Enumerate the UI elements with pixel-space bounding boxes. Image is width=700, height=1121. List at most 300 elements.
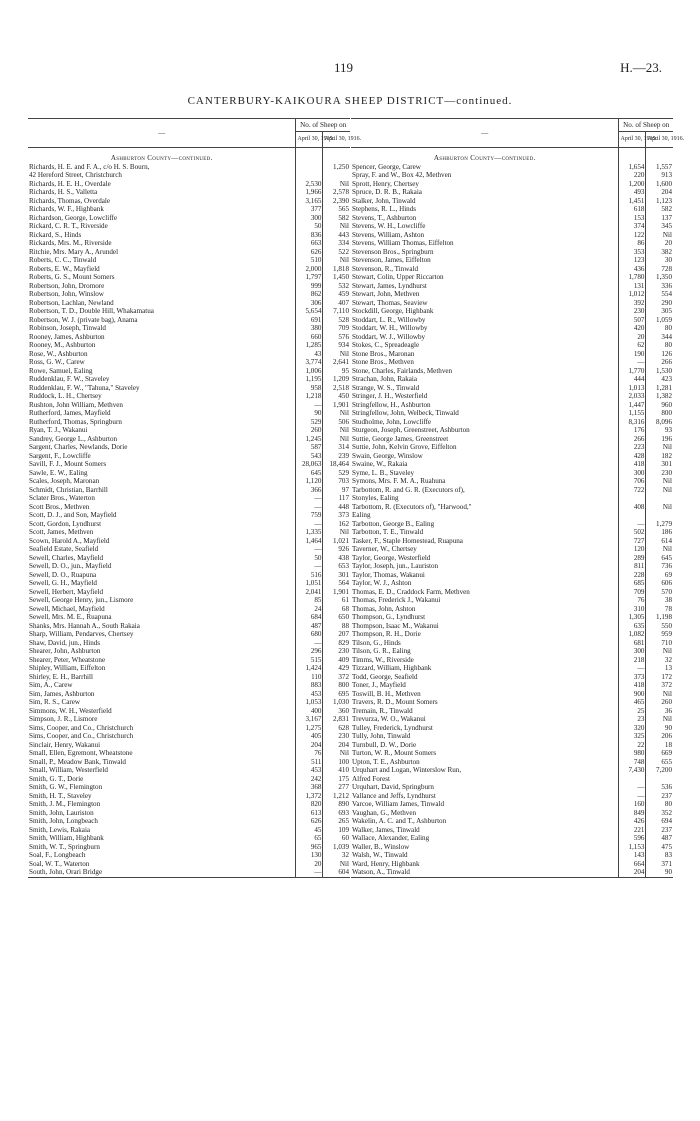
row-value-1916: 7,110 <box>323 307 350 316</box>
row-name: Stephens, R. L., Hinds <box>352 205 417 213</box>
row-value-1915: 228 <box>619 571 646 580</box>
row-value-1916: 186 <box>646 528 673 537</box>
row-value-1916: 709 <box>323 324 350 333</box>
row-value-1915: 626 <box>296 248 323 257</box>
row-value-1915: 759 <box>296 511 323 520</box>
row-name: Sewell, Charles, Mayfield <box>29 553 104 562</box>
table-row <box>351 605 673 614</box>
table-row <box>351 732 673 741</box>
row-name: Turton, W. R., Mount Somers <box>352 749 437 757</box>
row-value-1916: 487 <box>646 834 673 843</box>
row-value-1915: 325 <box>619 732 646 741</box>
row-value-1916: 301 <box>323 571 350 580</box>
row-name: Trevurza, W. O., Wakanui <box>352 715 426 723</box>
table-row <box>351 843 673 852</box>
row-name: Stringer, J. H., Westerfield <box>352 392 428 400</box>
row-value-1916: 117 <box>323 494 350 503</box>
row-name: Stoddart, W. H., Willowby <box>352 324 428 332</box>
row-name: Tarbottom, R. (Executors of), "Harwood," <box>352 502 472 511</box>
row-value-1916: 1,250 <box>323 163 350 172</box>
table-row <box>28 851 350 860</box>
right-blank-header: — <box>351 119 619 148</box>
row-value-1916: 305 <box>646 307 673 316</box>
row-value-1915: 999 <box>296 282 323 291</box>
row-value-1916: 1,059 <box>646 316 673 325</box>
table-row <box>28 537 350 546</box>
table-row <box>351 435 673 444</box>
row-name: Smith, W. T., Springburn <box>29 842 100 851</box>
row-name: Sims, Cooper, and Co., Christchurch <box>29 732 134 740</box>
row-value-1916: 372 <box>646 681 673 690</box>
row-name: Taylor, George, Westerfield <box>352 553 431 562</box>
table-row <box>28 503 350 512</box>
row-name: Small, P., Meadow Bank, Tinwald <box>29 757 126 766</box>
row-value-1916: 204 <box>323 741 350 750</box>
table-row <box>28 290 350 299</box>
row-value-1916: 429 <box>323 664 350 673</box>
row-value-1916: 344 <box>646 333 673 342</box>
row-name: Studholme, John, Lowcliffe <box>352 417 432 426</box>
row-value-1915: 420 <box>619 324 646 333</box>
row-value-1915: 85 <box>296 596 323 605</box>
table-row <box>351 673 673 682</box>
row-value-1916: Nil <box>646 443 673 452</box>
row-value-1915: 223 <box>619 443 646 452</box>
row-value-1915: 22 <box>619 741 646 750</box>
row-name: Stringfellow, H., Ashburton <box>352 400 431 409</box>
row-value-1916: 532 <box>323 282 350 291</box>
row-value-1916: 410 <box>323 766 350 775</box>
table-row <box>351 299 673 308</box>
row-value-1916: Nil <box>323 409 350 418</box>
row-value-1915: 23 <box>619 715 646 724</box>
page-code: H.—23. <box>620 60 662 75</box>
row-name: Ruddock, L. H., Chertsey <box>29 392 102 400</box>
row-name: Thompson, Isaac M., Wakanui <box>352 621 439 630</box>
row-name: Sewell, Michael, Mayfield <box>29 604 105 613</box>
table-row <box>28 452 350 461</box>
row-value-1916: 694 <box>646 817 673 826</box>
table-row <box>351 180 673 189</box>
table-row <box>351 350 673 359</box>
row-name: Thomas, E. D., Craddock Farm, Methven <box>352 587 470 596</box>
row-value-1916: 800 <box>323 681 350 690</box>
row-name: Ritchie, Mrs. Mary A., Arundel <box>29 247 119 256</box>
row-name: Sim, A., Carew <box>29 681 73 689</box>
row-name: Stevens, William, Ashton <box>352 230 425 239</box>
row-value-1916: 522 <box>323 248 350 257</box>
row-value-1916: 69 <box>646 571 673 580</box>
table-row <box>28 443 350 452</box>
row-value-1916: 1,901 <box>323 588 350 597</box>
row-name: Thompson, R. H., Dorie <box>352 630 421 638</box>
right-sheep-header: No. of Sheep on <box>619 119 673 132</box>
table-row <box>351 248 673 257</box>
table-row <box>28 265 350 274</box>
row-name: Stevenson, James, Eiffelton <box>352 256 431 264</box>
row-name: Alfred Forest <box>352 774 391 783</box>
row-value-1916: 172 <box>646 673 673 682</box>
row-value-1916: 230 <box>323 732 350 741</box>
row-name: Vaughan, G., Methven <box>352 808 417 817</box>
row-name: Tizzard, William, Highbank <box>352 664 432 672</box>
row-name: Soal, W. T., Waterton <box>29 859 90 868</box>
table-row <box>351 860 673 869</box>
row-value-1915: — <box>619 783 646 792</box>
table-row <box>28 256 350 265</box>
row-name: Small, William, Westerfield <box>29 766 108 774</box>
row-value-1916: 736 <box>646 562 673 571</box>
row-name: Sclater Bros., Waterton <box>29 494 95 502</box>
table-row <box>351 809 673 818</box>
table-row <box>351 537 673 546</box>
row-value-1915: 1,464 <box>296 537 323 546</box>
row-value-1916: 554 <box>646 290 673 299</box>
row-name: Taylor, Thomas, Wakanui <box>352 570 425 579</box>
row-value-1915: 502 <box>619 528 646 537</box>
table-row <box>28 205 350 214</box>
table-row <box>28 316 350 325</box>
row-value-1915: — <box>296 545 323 554</box>
table-row <box>351 256 673 265</box>
table-row <box>28 673 350 682</box>
row-value-1916: 207 <box>323 630 350 639</box>
row-value-1915: 1,218 <box>296 392 323 401</box>
row-name: Turnbull, D. W., Dorie <box>352 740 417 749</box>
table-row <box>28 698 350 707</box>
row-value-1916: 1,557 <box>646 163 673 172</box>
table-row <box>28 741 350 750</box>
page-title: CANTERBURY-KAIKOURA SHEEP DISTRICT—continued. <box>187 95 513 107</box>
row-value-1915: 453 <box>296 766 323 775</box>
table-row <box>28 800 350 809</box>
table-row <box>351 231 673 240</box>
row-value-1915: 418 <box>619 460 646 469</box>
page-number: 119 <box>334 60 354 75</box>
row-value-1915: 660 <box>296 333 323 342</box>
table-row <box>28 664 350 673</box>
row-name: Strachan, John, Rakaia <box>352 375 418 383</box>
row-name: Rickards, Mrs. M., Riverside <box>29 239 112 247</box>
table-row <box>28 486 350 495</box>
row-value-1916: 529 <box>323 469 350 478</box>
table-row <box>28 588 350 597</box>
row-value-1916: 260 <box>646 698 673 707</box>
row-name: Schmidt, Christian, Barrhill <box>29 485 108 494</box>
row-name: Symons, Mrs. F. M. A., Ruahuna <box>352 477 446 485</box>
table-row <box>351 639 673 648</box>
row-value-1915: 2,530 <box>296 180 323 189</box>
row-value-1915: 510 <box>296 256 323 265</box>
row-value-1915: 709 <box>619 588 646 597</box>
row-value-1915: 3,774 <box>296 358 323 367</box>
table-row <box>351 443 673 452</box>
row-value-1915: 1,051 <box>296 579 323 588</box>
table-row <box>351 401 673 410</box>
row-value-1916: 182 <box>646 452 673 461</box>
row-value-1916: 604 <box>323 868 350 877</box>
row-name: Sawle, E. W., Ealing <box>29 468 88 477</box>
table-row <box>28 647 350 656</box>
table-row <box>28 358 350 367</box>
row-value-1916: 565 <box>323 205 350 214</box>
row-value-1915: 400 <box>296 707 323 716</box>
row-value-1915: 1,155 <box>619 409 646 418</box>
row-value-1916: 2,578 <box>323 188 350 197</box>
right-table <box>351 118 685 878</box>
row-value-1916: 475 <box>646 843 673 852</box>
row-name: Varcoe, William James, Tinwald <box>352 800 444 808</box>
row-value-1915: 160 <box>619 800 646 809</box>
row-name: Stringfellow, John, Welbeck, Tinwald <box>352 409 459 417</box>
row-name: Todd, George, Seafield <box>352 672 418 681</box>
row-value-1916: 960 <box>646 401 673 410</box>
table-row <box>28 477 350 486</box>
row-value-1916: 137 <box>646 214 673 223</box>
table-row <box>351 690 673 699</box>
row-value-1915: 76 <box>619 596 646 605</box>
row-value-1915: 153 <box>619 214 646 223</box>
row-value-1915: 392 <box>619 299 646 308</box>
row-value-1915: 408 <box>619 503 646 512</box>
table-row <box>28 758 350 767</box>
row-value-1915: 1,153 <box>619 843 646 852</box>
row-value-1916: 372 <box>323 673 350 682</box>
row-name: Stoddart, W. J., Willowby <box>352 332 426 341</box>
row-name: Robertson, T. D., Double Hill, Whakamatua <box>29 307 154 315</box>
row-value-1915: 515 <box>296 656 323 665</box>
row-value-1916: 32 <box>646 656 673 665</box>
row-name: Tarbotton, T. E., Tinwald <box>352 528 424 536</box>
table-row <box>351 214 673 223</box>
row-value-1916: Nil <box>646 231 673 240</box>
table-row <box>351 290 673 299</box>
row-name: Smith, Lewis, Rakaia <box>29 825 91 834</box>
row-value-1915: 706 <box>619 477 646 486</box>
table-row <box>351 834 673 843</box>
row-value-1916: Nil <box>646 545 673 554</box>
row-value-1916: 93 <box>646 426 673 435</box>
table-row <box>351 222 673 231</box>
row-value-1915: 635 <box>619 622 646 631</box>
table-row <box>351 392 673 401</box>
row-name: Scott, Gordon, Lyndhurst <box>29 519 102 528</box>
row-value-1915: 25 <box>619 707 646 716</box>
row-name: Sewell, D. O., jun., Mayfield <box>29 562 112 570</box>
table-row <box>28 375 350 384</box>
row-value-1916: 126 <box>646 350 673 359</box>
table-row <box>351 826 673 835</box>
row-name: Spencer, George, Carew <box>352 162 421 171</box>
row-name: Sewell, Herbert, Mayfield <box>29 587 104 596</box>
row-value-1915: 300 <box>619 647 646 656</box>
row-name: Timms, W., Riverside <box>352 655 414 664</box>
table-row <box>28 630 350 639</box>
table-row <box>28 817 350 826</box>
row-value-1915: 380 <box>296 324 323 333</box>
row-value-1915: 2,041 <box>296 588 323 597</box>
row-name: Shanks, Mrs. Hannah A., South Rakaia <box>29 621 140 630</box>
table-row <box>351 163 673 172</box>
table-row <box>28 545 350 554</box>
row-value-1915: 3,165 <box>296 197 323 206</box>
table-row <box>351 375 673 384</box>
row-name: Sims, Cooper, and Co., Christchurch <box>29 723 134 732</box>
row-value-1916: 230 <box>646 469 673 478</box>
table-row <box>351 409 673 418</box>
row-value-1916: 409 <box>323 656 350 665</box>
row-name: Stevenson, R., Tinwald <box>352 264 419 273</box>
row-value-1916: 1,212 <box>323 792 350 801</box>
table-row <box>28 324 350 333</box>
row-name: Richards, Thomas, Overdale <box>29 196 111 205</box>
right-section-label: Ashburton County—continued. <box>433 154 536 162</box>
left-section-label: Ashburton County—continued. <box>110 154 213 162</box>
row-value-1915: 2,000 <box>296 265 323 274</box>
row-name: Stevens, William Thomas, Eiffelton <box>352 239 454 247</box>
row-value-1915: 1,372 <box>296 792 323 801</box>
row-name: Stone Bros., Maronan <box>352 349 415 358</box>
row-name: Sturgeon, Joseph, Greenstreet, Ashburton <box>352 426 470 434</box>
row-name: Sewell, Mrs. M. E., Ruapuna <box>29 613 112 621</box>
table-row <box>28 724 350 733</box>
row-value-1916: 1,279 <box>646 520 673 529</box>
row-name: Robertson, John, Dromore <box>29 281 105 290</box>
table-row <box>28 511 350 520</box>
row-value-1916: 669 <box>646 749 673 758</box>
row-value-1916: 204 <box>646 188 673 197</box>
row-value-1915: 190 <box>619 350 646 359</box>
row-value-1915: 663 <box>296 239 323 248</box>
row-name: Rooney, James, Ashburton <box>29 332 105 341</box>
row-name: Wallace, Alexander, Ealing <box>352 834 430 842</box>
row-name: Tremain, R., Tinwald <box>352 706 413 715</box>
row-value-1915: 587 <box>296 443 323 452</box>
row-value-1916: Nil <box>646 486 673 495</box>
row-value-1916: 1,818 <box>323 265 350 274</box>
row-value-1915: 131 <box>619 282 646 291</box>
row-name: Rowe, Samuel, Ealing <box>29 366 93 375</box>
table-row <box>351 520 673 529</box>
row-value-1916: 1,198 <box>646 613 673 622</box>
row-value-1915: 20 <box>619 333 646 342</box>
row-value-1916: 18 <box>646 741 673 750</box>
row-name: Stewart, Colin, Upper Riccarton <box>352 273 444 281</box>
row-name: Soal, F., Longbeach <box>29 851 86 859</box>
row-value-1916: Nil <box>323 180 350 189</box>
row-value-1916: 1,901 <box>323 401 350 410</box>
row-value-1915: 1,013 <box>619 384 646 393</box>
row-value-1916 <box>646 494 673 503</box>
row-value-1916: 710 <box>646 639 673 648</box>
table-row <box>28 197 350 206</box>
row-value-1915: 230 <box>619 307 646 316</box>
row-name: Roberts, G. S., Mount Somers <box>29 273 115 281</box>
row-value-1916: 88 <box>323 622 350 631</box>
table-row <box>28 707 350 716</box>
row-value-1915: 685 <box>619 579 646 588</box>
row-value-1916: 97 <box>323 486 350 495</box>
row-value-1915: 320 <box>619 724 646 733</box>
row-value-1915: — <box>296 562 323 571</box>
row-value-1916: 703 <box>323 477 350 486</box>
row-value-1916: 290 <box>646 299 673 308</box>
row-value-1915: 1,195 <box>296 375 323 384</box>
row-value-1916: 90 <box>646 868 673 877</box>
table-row <box>351 715 673 724</box>
row-name: Wakelin, A. C. and T., Ashburton <box>352 817 447 825</box>
table-row <box>28 656 350 665</box>
row-value-1915: 428 <box>619 452 646 461</box>
row-value-1916: 206 <box>646 732 673 741</box>
row-value-1915: 1,797 <box>296 273 323 282</box>
row-name: Ross, G. W., Carew <box>29 358 85 366</box>
table-row <box>351 239 673 248</box>
table-row <box>351 630 673 639</box>
row-value-1915: 727 <box>619 537 646 546</box>
row-value-1916: 695 <box>323 690 350 699</box>
row-name: Rose, W., Ashburton <box>29 349 88 358</box>
table-row <box>28 180 350 189</box>
row-name: Waller, B., Winslow <box>352 842 410 851</box>
table-row <box>351 656 673 665</box>
row-value-1916: Nil <box>646 715 673 724</box>
row-name: Richards, H. E. H., Overdale <box>29 179 111 188</box>
table-row <box>351 469 673 478</box>
row-value-1915: 465 <box>619 698 646 707</box>
row-value-1916: 728 <box>646 265 673 274</box>
row-value-1916: 650 <box>323 613 350 622</box>
table-row <box>28 460 350 469</box>
row-value-1915: — <box>619 520 646 529</box>
table-row <box>28 401 350 410</box>
row-value-1915 <box>296 163 323 172</box>
row-name: Syme, L. B., Staveley <box>352 468 415 477</box>
row-value-1916: 95 <box>323 367 350 376</box>
row-value-1915: 24 <box>296 605 323 614</box>
row-value-1916: 913 <box>646 171 673 180</box>
row-value-1916: 934 <box>323 341 350 350</box>
row-value-1915: 511 <box>296 758 323 767</box>
row-name: Smith, John, Lauriston <box>29 808 94 817</box>
row-value-1915: 8,316 <box>619 418 646 427</box>
row-name: Robertson, W. J. (private bag), Anama <box>29 315 138 324</box>
row-value-1915: 1,012 <box>619 290 646 299</box>
row-value-1915: 266 <box>619 435 646 444</box>
row-value-1915: 681 <box>619 639 646 648</box>
row-name: Smith, G. W., Flemington <box>29 783 103 791</box>
row-name: Richards, H. E. and F. A., c/o H. S. Bourn, <box>29 162 150 171</box>
row-name: Stokes, C., Spreadeagle <box>352 341 420 349</box>
row-value-1916: 314 <box>323 443 350 452</box>
row-value-1915: 691 <box>296 316 323 325</box>
table-row <box>28 783 350 792</box>
row-value-1915 <box>619 511 646 520</box>
row-name: Ward, Henry, Highbank <box>352 859 420 868</box>
row-value-1916: 582 <box>646 205 673 214</box>
table-row <box>28 843 350 852</box>
table-row <box>351 613 673 622</box>
row-value-1915: 1,966 <box>296 188 323 197</box>
row-value-1915: 204 <box>296 741 323 750</box>
row-value-1915: 90 <box>296 409 323 418</box>
row-value-1915: 529 <box>296 418 323 427</box>
row-value-1915: 20 <box>296 860 323 869</box>
row-name: Watson, A., Tinwald <box>351 868 619 877</box>
table-row <box>28 860 350 869</box>
row-value-1916: 277 <box>323 783 350 792</box>
row-name: Stoddart, L. R., Willowby <box>352 315 426 324</box>
